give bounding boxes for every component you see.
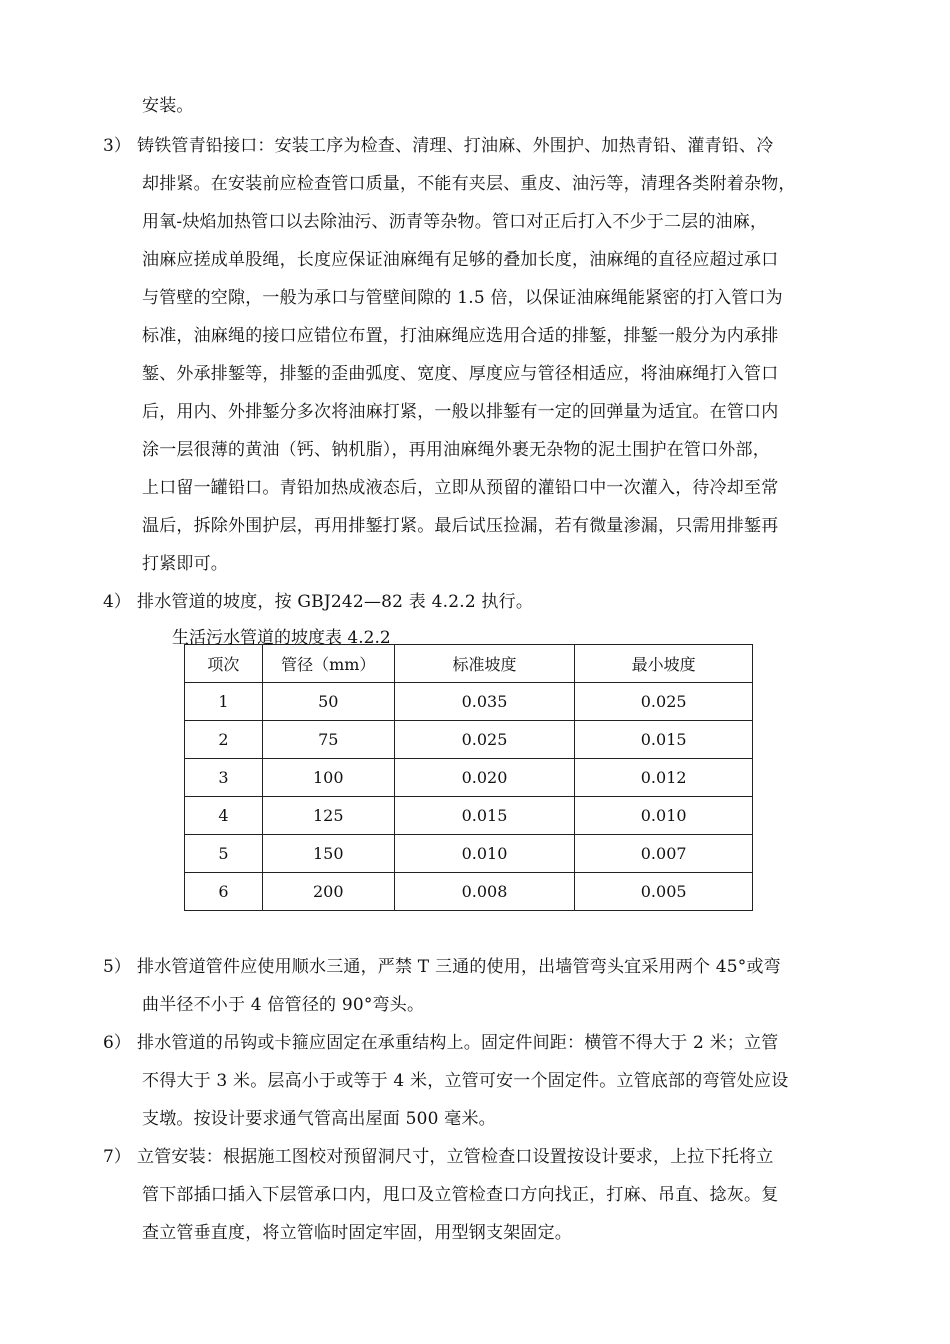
cell-index: 5 bbox=[185, 835, 263, 873]
paragraph-line: 打紧即可。 bbox=[142, 554, 228, 574]
cell-diameter: 125 bbox=[262, 797, 394, 835]
cell-diameter: 150 bbox=[262, 835, 394, 873]
paragraph-line: 排水管道管件应使用顺水三通，严禁 T 三通的使用，出墙管弯头宜采用两个 45°或弯 bbox=[137, 957, 781, 977]
table-row bbox=[185, 759, 753, 797]
cell-index: 6 bbox=[185, 873, 263, 911]
cell-diameter: 200 bbox=[262, 873, 394, 911]
cell-index: 4 bbox=[185, 797, 263, 835]
cell-standard-slope: 0.035 bbox=[394, 683, 575, 721]
cell-min-slope: 0.010 bbox=[575, 797, 753, 835]
cell-min-slope: 0.005 bbox=[575, 873, 753, 911]
item-number: 5） bbox=[103, 957, 131, 977]
paragraph-line: 立管安装：根据施工图校对预留洞尺寸，立管检查口设置按设计要求，上拉下托将立 bbox=[137, 1147, 774, 1167]
paragraph-line: 却排紧。在安装前应检查管口质量，不能有夹层、重皮、油污等，清理各类附着杂物， bbox=[142, 174, 796, 194]
cell-min-slope: 0.012 bbox=[575, 759, 753, 797]
cell-index: 2 bbox=[185, 721, 263, 759]
paragraph-line: 不得大于 3 米。层高小于或等于 4 米，立管可安一个固定件。立管底部的弯管处应设 bbox=[142, 1071, 789, 1091]
table-row bbox=[185, 873, 753, 911]
cell-diameter: 100 bbox=[262, 759, 394, 797]
paragraph-line: 铸铁管青铅接口：安装工序为检查、清理、打油麻、外围护、加热青铅、灌青铅、冷 bbox=[137, 136, 774, 156]
table-row bbox=[185, 683, 753, 721]
table-caption: 生活污水管道的坡度表 4.2.2 bbox=[172, 628, 391, 648]
paragraph-line: 涂一层很薄的黄油（钙、钠机脂），再用油麻绳外裹无杂物的泥土围护在管口外部， bbox=[142, 440, 770, 460]
cell-min-slope: 0.025 bbox=[575, 683, 753, 721]
paragraph-line: 上口留一罐铅口。青铅加热成液态后，立即从预留的灌铅口中一次灌入，待冷却至常 bbox=[142, 478, 779, 498]
paragraph-line: 管下部插口插入下层管承口内，甩口及立管检查口方向找正，打麻、吊直、捻灰。复 bbox=[142, 1185, 779, 1205]
header-index: 项次 bbox=[185, 645, 263, 683]
table-row bbox=[185, 721, 753, 759]
cell-standard-slope: 0.020 bbox=[394, 759, 575, 797]
item-number: 6） bbox=[103, 1033, 131, 1053]
cell-standard-slope: 0.015 bbox=[394, 797, 575, 835]
cell-index: 3 bbox=[185, 759, 263, 797]
paragraph-line: 安装。 bbox=[142, 96, 194, 116]
table-row bbox=[185, 797, 753, 835]
item-number: 4） bbox=[103, 592, 131, 612]
paragraph-line: 錾、外承排錾等，排錾的歪曲弧度、宽度、厚度应与管径相适应，将油麻绳打入管口 bbox=[142, 364, 779, 384]
cell-standard-slope: 0.025 bbox=[394, 721, 575, 759]
paragraph-line: 后，用内、外排錾分多次将油麻打紧，一般以排錾有一定的回弹量为适宜。在管口内 bbox=[142, 402, 779, 422]
paragraph-line: 排水管道的坡度，按 GBJ242—82 表 4.2.2 执行。 bbox=[137, 592, 534, 612]
paragraph-line: 与管壁的空隙，一般为承口与管壁间隙的 1.5 倍，以保证油麻绳能紧密的打入管口为 bbox=[142, 288, 783, 308]
header-min-slope: 最小坡度 bbox=[575, 645, 753, 683]
cell-standard-slope: 0.008 bbox=[394, 873, 575, 911]
item-number: 3） bbox=[103, 136, 131, 156]
paragraph-line: 排水管道的吊钩或卡箍应固定在承重结构上。固定件间距：横管不得大于 2 米；立管 bbox=[137, 1033, 779, 1053]
paragraph-line: 曲半径不小于 4 倍管径的 90°弯头。 bbox=[142, 995, 425, 1015]
paragraph-line: 查立管垂直度，将立管临时固定牢固，用型钢支架固定。 bbox=[142, 1223, 572, 1243]
item-number: 7） bbox=[103, 1147, 131, 1167]
header-diameter: 管径（mm） bbox=[262, 645, 394, 683]
table-row bbox=[185, 835, 753, 873]
paragraph-line: 温后，拆除外围护层，再用排錾打紧。最后试压捡漏，若有微量渗漏，只需用排錾再 bbox=[142, 516, 779, 536]
cell-standard-slope: 0.010 bbox=[394, 835, 575, 873]
header-standard-slope: 标准坡度 bbox=[394, 645, 575, 683]
cell-diameter: 75 bbox=[262, 721, 394, 759]
cell-min-slope: 0.015 bbox=[575, 721, 753, 759]
paragraph-line: 标准，油麻绳的接口应错位布置，打油麻绳应选用合适的排錾，排錾一般分为内承排 bbox=[142, 326, 779, 346]
paragraph-line: 用氧-炔焰加热管口以去除油污、沥青等杂物。管口对正后打入不少于二层的油麻， bbox=[142, 212, 768, 232]
paragraph-line: 支墩。按设计要求通气管高出屋面 500 毫米。 bbox=[142, 1109, 496, 1129]
cell-min-slope: 0.007 bbox=[575, 835, 753, 873]
table-header-row bbox=[185, 645, 753, 683]
paragraph-line: 油麻应搓成单股绳，长度应保证油麻绳有足够的叠加长度，油麻绳的直径应超过承口 bbox=[142, 250, 779, 270]
cell-diameter: 50 bbox=[262, 683, 394, 721]
slope-table bbox=[184, 644, 753, 911]
cell-index: 1 bbox=[185, 683, 263, 721]
